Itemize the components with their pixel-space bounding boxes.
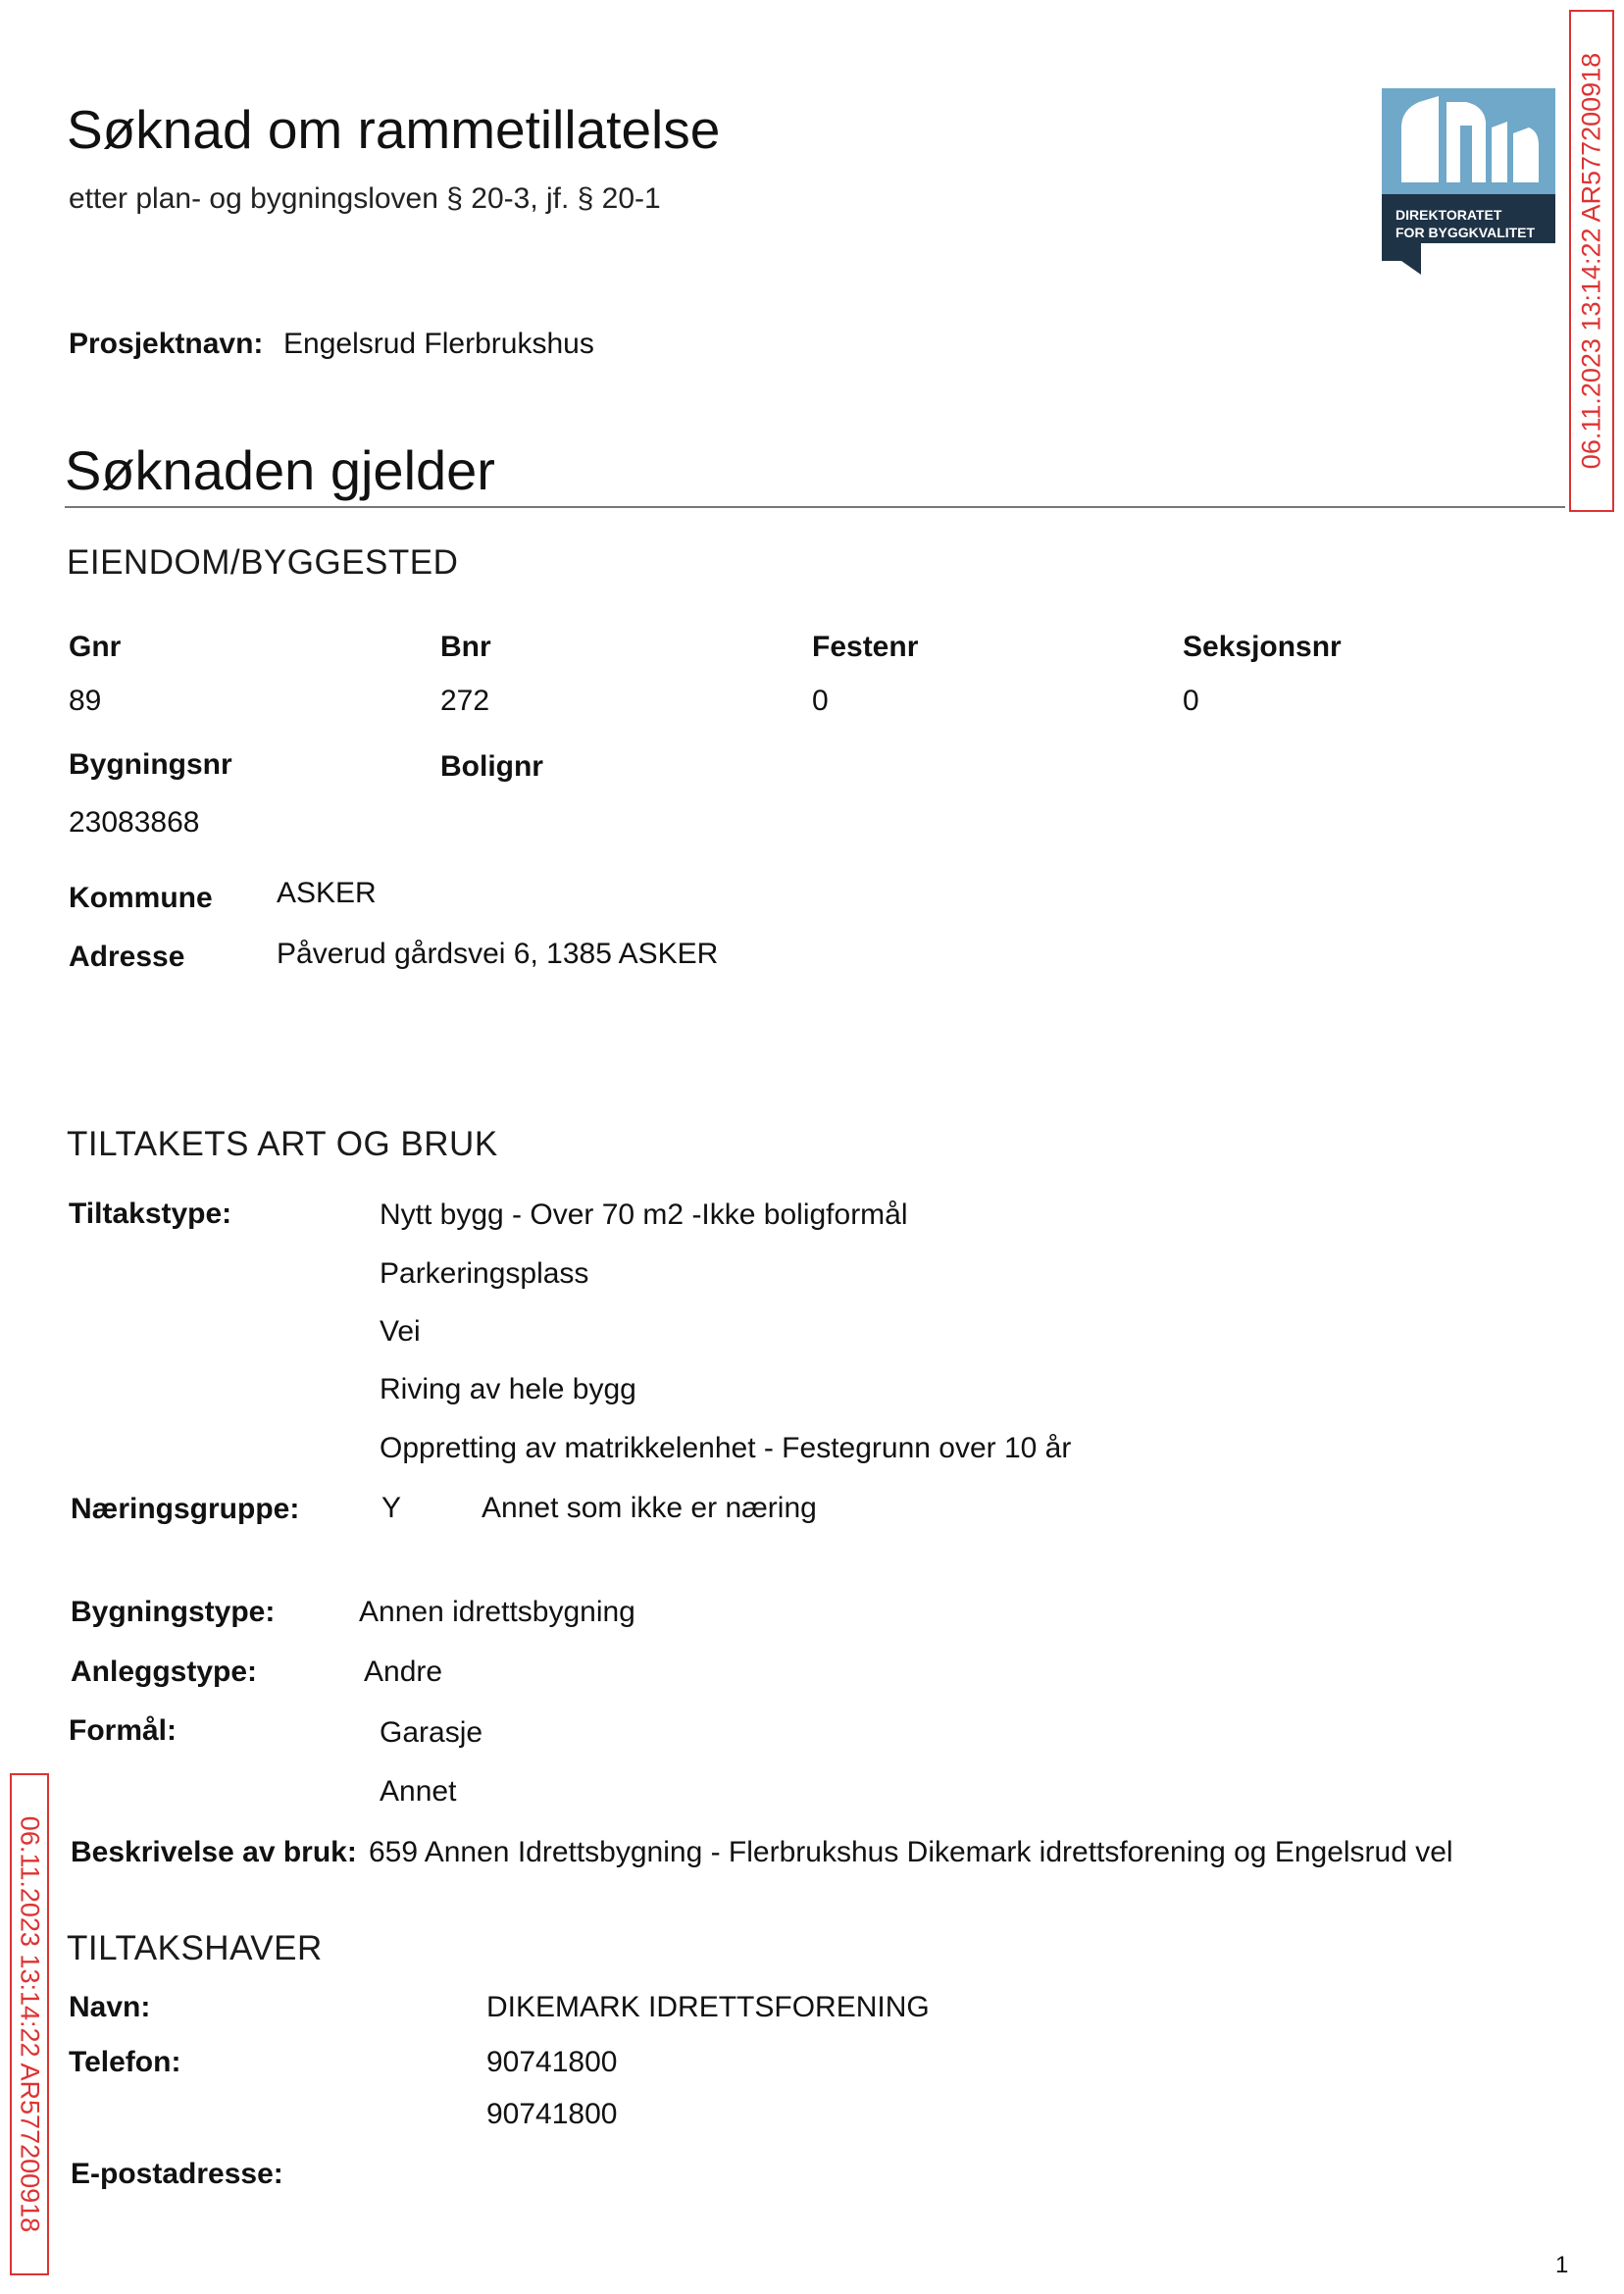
- kommune-label: Kommune: [69, 882, 213, 914]
- owner-heading: TILTAKSHAVER: [67, 1929, 323, 1967]
- bnr-value: 272: [440, 685, 490, 717]
- project-name-value: Engelsrud Flerbrukshus: [283, 328, 594, 360]
- adresse-label: Adresse: [69, 941, 185, 973]
- navn-value: DIKEMARK IDRETTSFORENING: [486, 1991, 930, 2023]
- bygningsnr-value: 23083868: [69, 806, 200, 839]
- seksjonsnr-label: Seksjonsnr: [1183, 631, 1342, 663]
- gnr-value: 89: [69, 685, 102, 717]
- bnr-label: Bnr: [440, 631, 491, 663]
- bygningstype-label: Bygningstype:: [71, 1596, 276, 1628]
- formal-item: Annet: [380, 1775, 457, 1808]
- property-heading: EIENDOM/BYGGESTED: [67, 543, 459, 582]
- naeringsgruppe-text: Annet som ikke er næring: [482, 1492, 817, 1524]
- festenr-value: 0: [812, 685, 829, 717]
- logo-line1: DIREKTORATET: [1396, 207, 1502, 223]
- naeringsgruppe-code: Y: [381, 1492, 402, 1524]
- tiltakstype-item: Vei: [380, 1315, 421, 1348]
- navn-label: Navn:: [69, 1991, 151, 2023]
- section-heading: Søknaden gjelder: [65, 439, 495, 501]
- section-divider: [65, 506, 1565, 508]
- beskrivelse-label: Beskrivelse av bruk:: [71, 1836, 357, 1868]
- formal-label: Formål:: [69, 1714, 178, 1747]
- page-number: 1: [1555, 2252, 1569, 2278]
- bolignr-label: Bolignr: [440, 750, 543, 783]
- tiltakstype-item: Riving av hele bygg: [380, 1373, 636, 1405]
- beskrivelse-value: 659 Annen Idrettsbygning - Flerbrukshus Dikemark idrettsforening og Engelsrud vel: [369, 1836, 1453, 1868]
- dibk-logo: [1382, 88, 1555, 275]
- festenr-label: Festenr: [812, 631, 919, 663]
- telefon-value: 90741800: [486, 2046, 618, 2078]
- measure-heading: TILTAKETS ART OG BRUK: [67, 1125, 498, 1163]
- telefon-value: 90741800: [486, 2098, 618, 2130]
- tiltakstype-label: Tiltakstype:: [69, 1198, 232, 1230]
- date-stamp-top-text: 06.11.2023 13:14:22 AR577200918: [1576, 52, 1606, 470]
- naeringsgruppe-label: Næringsgruppe:: [71, 1493, 300, 1525]
- date-stamp-side-text: 06.11.2023 13:14:22 AR577200918: [15, 1815, 45, 2233]
- tiltakstype-item: Nytt bygg - Over 70 m2 -Ikke boligformål: [380, 1198, 908, 1231]
- anleggstype-label: Anleggstype:: [71, 1656, 258, 1688]
- date-stamp-top: [1569, 10, 1614, 512]
- page-subtitle: etter plan- og bygningsloven § 20-3, jf. § 20-1: [69, 182, 661, 215]
- epost-label: E-postadresse:: [71, 2158, 283, 2190]
- bygningstype-value: Annen idrettsbygning: [359, 1596, 635, 1628]
- bygningsnr-label: Bygningsnr: [69, 748, 232, 781]
- seksjonsnr-value: 0: [1183, 685, 1199, 717]
- formal-item: Garasje: [380, 1716, 483, 1749]
- logo-line2: FOR BYGGKVALITET: [1396, 225, 1536, 240]
- telefon-label: Telefon:: [69, 2046, 181, 2078]
- tiltakstype-item: Oppretting av matrikkelenhet - Festegrunn over 10 år: [380, 1432, 1072, 1464]
- date-stamp-side: [10, 1773, 49, 2275]
- project-name-label: Prosjektnavn:: [69, 328, 264, 360]
- page-title: Søknad om rammetillatelse: [67, 99, 721, 160]
- kommune-value: ASKER: [277, 877, 377, 909]
- gnr-label: Gnr: [69, 631, 122, 663]
- adresse-value: Påverud gårdsvei 6, 1385 ASKER: [277, 938, 719, 970]
- anleggstype-value: Andre: [364, 1656, 443, 1688]
- tiltakstype-item: Parkeringsplass: [380, 1257, 589, 1290]
